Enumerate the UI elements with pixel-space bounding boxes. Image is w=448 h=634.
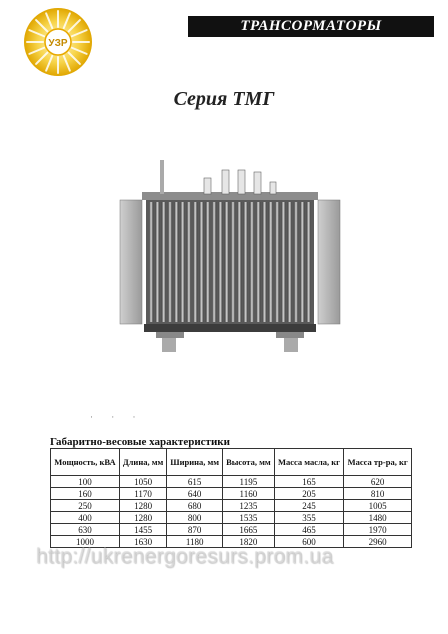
column-header: Мощность, кВА (51, 449, 120, 476)
table-cell: 870 (167, 524, 223, 536)
column-header: Высота, мм (223, 449, 275, 476)
table-cell: 1820 (223, 536, 275, 548)
watermark: http://ukrenergoresurs.prom.ua (36, 545, 334, 568)
table-cell: 1455 (119, 524, 166, 536)
table-cell: 250 (51, 500, 120, 512)
table-row (51, 524, 412, 536)
transformer-photo (118, 158, 342, 358)
table-cell: 640 (167, 488, 223, 500)
column-header: Ширина, мм (167, 449, 223, 476)
table-header-row (51, 449, 412, 476)
table-row (51, 488, 412, 500)
table-cell: 245 (274, 500, 344, 512)
table-cell: 205 (274, 488, 344, 500)
header-title: ТРАНСОРМАТОРЫ (240, 18, 382, 34)
logo-icon (22, 6, 94, 78)
table-cell: 1480 (344, 512, 412, 524)
column-header: Масса масла, кг (274, 449, 344, 476)
header-bar (188, 16, 434, 37)
column-header: Длина, мм (119, 449, 166, 476)
table-cell: 1280 (119, 500, 166, 512)
table-row (51, 500, 412, 512)
table-cell: 810 (344, 488, 412, 500)
table-cell: 2960 (344, 536, 412, 548)
table-row (51, 476, 412, 488)
decorative-dots: · · · (90, 412, 144, 422)
table-cell: 1005 (344, 500, 412, 512)
table-cell: 1170 (119, 488, 166, 500)
table-caption: Габаритно-весовые характеристики (50, 436, 230, 448)
table-cell: 680 (167, 500, 223, 512)
table-cell: 1630 (119, 536, 166, 548)
column-header: Масса тр-ра, кг (344, 449, 412, 476)
table-cell: 1235 (223, 500, 275, 512)
table-cell: 600 (274, 536, 344, 548)
table-cell: 400 (51, 512, 120, 524)
table-cell: 1195 (223, 476, 275, 488)
table-cell: 165 (274, 476, 344, 488)
specs-table (50, 448, 412, 548)
table-cell: 100 (51, 476, 120, 488)
table-cell: 1535 (223, 512, 275, 524)
table-cell: 615 (167, 476, 223, 488)
logo-text: УЗР (48, 38, 68, 49)
table-cell: 1280 (119, 512, 166, 524)
table-cell: 800 (167, 512, 223, 524)
table-cell: 620 (344, 476, 412, 488)
table-cell: 1970 (344, 524, 412, 536)
table-cell: 465 (274, 524, 344, 536)
table-row (51, 512, 412, 524)
table-cell: 1000 (51, 536, 120, 548)
table-cell: 1665 (223, 524, 275, 536)
table-cell: 355 (274, 512, 344, 524)
table-cell: 1180 (167, 536, 223, 548)
table-cell: 160 (51, 488, 120, 500)
table-cell: 1160 (223, 488, 275, 500)
table-cell: 630 (51, 524, 120, 536)
table-cell: 1050 (119, 476, 166, 488)
series-title: Серия ТМГ (173, 88, 275, 110)
